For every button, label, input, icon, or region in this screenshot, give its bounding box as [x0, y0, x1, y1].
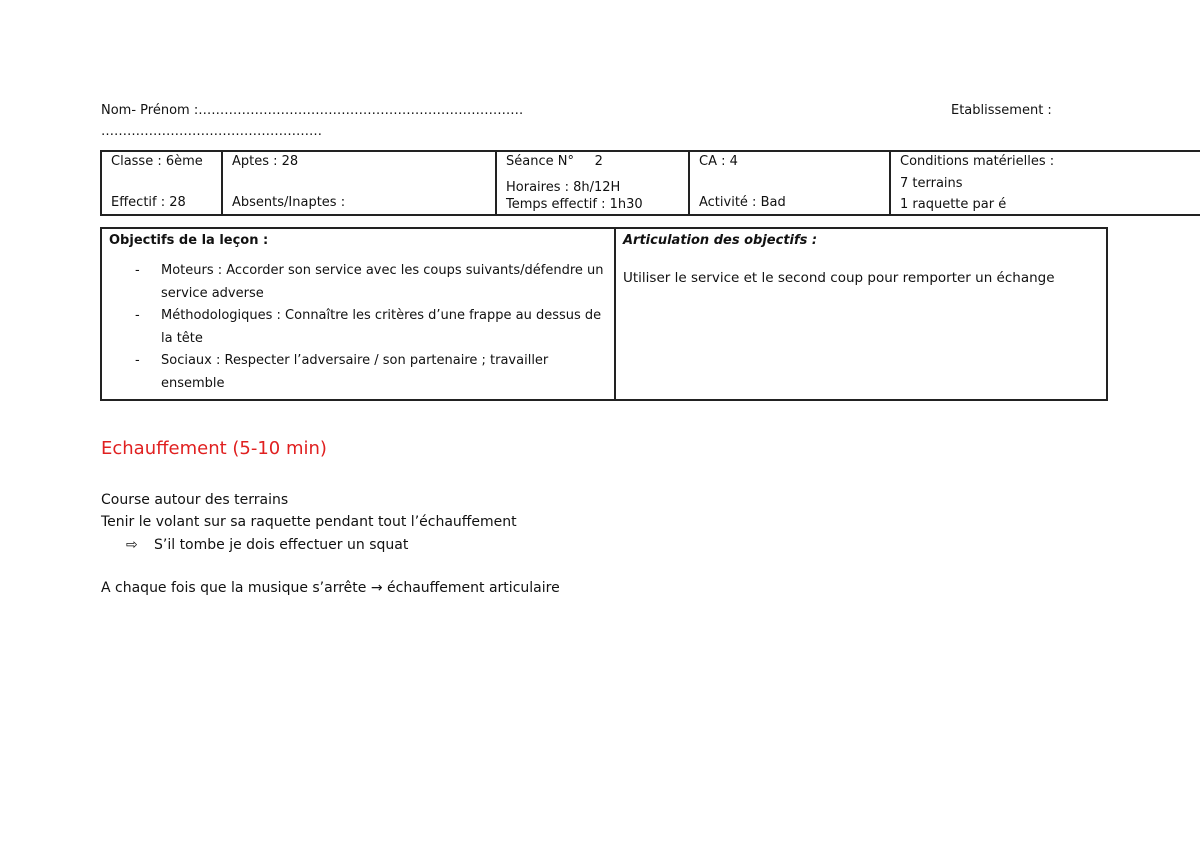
list-item: - Moteurs : Accorder son service avec les coups suivants/défendre un service adverse [135, 263, 604, 301]
warmup-line-shuttle: Tenir le volant sur sa raquette pendant tout l’échauffement [101, 514, 517, 530]
articulation-title: Articulation des objectifs : [623, 233, 818, 248]
absent-label: Absents/Inaptes : [232, 195, 346, 210]
material-cell [890, 151, 1200, 215]
activity-label: Activité : Bad [699, 195, 786, 210]
class-cell [101, 151, 222, 215]
articulation-cell [615, 228, 1107, 400]
session-info-table [100, 150, 1200, 216]
school-field-label: Etablissement : [951, 103, 1052, 118]
racket-label: 1 raquette par é [900, 197, 1007, 212]
articulation-text: Utiliser le service et le second coup pour remporter un échange [623, 270, 1055, 286]
ca-cell [689, 151, 890, 215]
headcount-label: Effectif : 28 [111, 195, 186, 210]
list-item: - Méthodologiques : Connaître les critères d’une frappe au dessus de la tête [135, 308, 602, 346]
material-title: Conditions matérielles : [900, 154, 1055, 169]
warmup-line-squat: S’il tombe je dois effectuer un squat [154, 537, 409, 553]
objectives-table [100, 227, 1108, 401]
warmup-title: Echauffement (5-10 min) [101, 438, 327, 459]
courts-label: 7 terrains [900, 175, 963, 191]
warmup-line-run: Course autour des terrains [101, 492, 289, 508]
ca-label: CA : 4 [699, 154, 738, 169]
warmup-line-music: A chaque fois que la musique s’arrête → échauffement articulaire [101, 580, 560, 596]
schedule-label: Horaires : 8h/12H [506, 180, 621, 195]
objectives-title: Objectifs de la leçon : [109, 233, 269, 248]
session-cell [496, 151, 689, 215]
list-item: - Sociaux : Respecter l’adversaire / son partenaire ; travailler ensemble [135, 353, 549, 391]
name-field-label: Nom- Prénom :………………………………………………………………… [101, 103, 524, 118]
effective-time-label: Temps effectif : 1h30 [506, 197, 643, 212]
fit-count-label: Aptes : 28 [232, 154, 299, 169]
session-number-label: Séance N° 2 [506, 154, 603, 169]
school-field-dots: …………………………………………… [101, 124, 322, 139]
class-label: Classe : 6ème [111, 154, 203, 169]
attendance-cell [222, 151, 496, 215]
objectives-list [109, 260, 607, 395]
arrow-right-icon: ⇨ [126, 537, 138, 553]
objectives-cell [101, 228, 615, 400]
